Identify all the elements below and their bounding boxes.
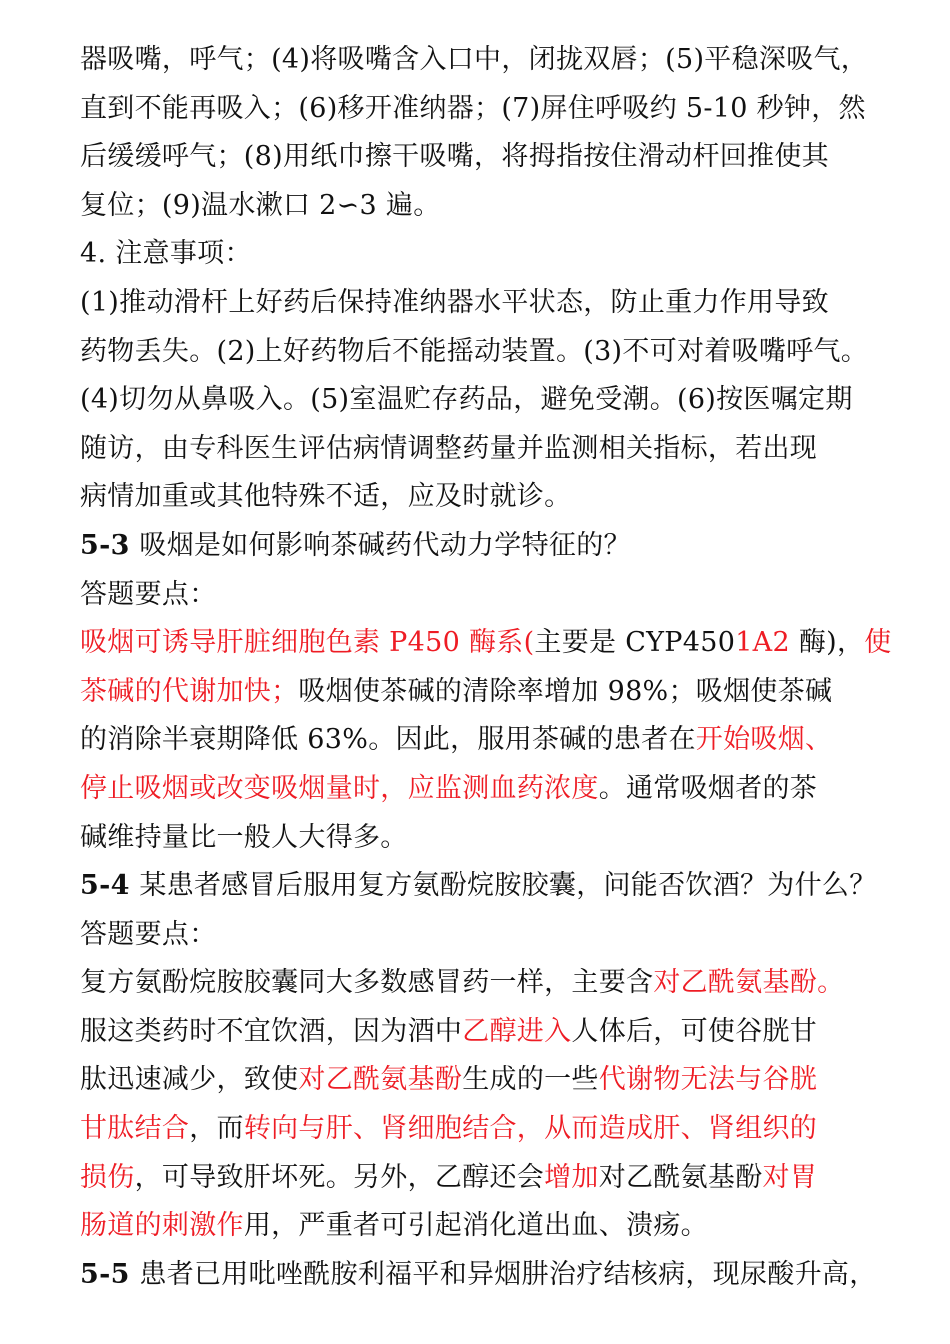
emphasized-text: 对乙酰氨基酚	[298, 1064, 463, 1096]
body-text: (4)切勿从鼻吸入。(5)室温贮存药品，避免受潮。(6)按医嘱定期	[80, 384, 853, 416]
text-line	[80, 133, 900, 182]
emphasized-text: 增加	[544, 1161, 599, 1193]
text-line	[80, 1202, 900, 1251]
body-text: 药物丢失。(2)上好药物后不能摇动装置。(3)不可对着吸嘴呼气。	[80, 335, 869, 367]
body-text: 患者已用吡唑酰胺利福平和异烟肼治疗结核病，现尿酸升高，	[139, 1258, 877, 1290]
emphasized-text: 茶碱的代谢加快；	[80, 675, 299, 707]
text-line	[80, 85, 900, 134]
text-line	[80, 668, 900, 717]
text-line	[80, 765, 900, 814]
text-line	[80, 619, 900, 668]
emphasized-text: 乙醇进入	[462, 1015, 572, 1047]
text-line	[80, 522, 900, 571]
emphasized-text: 损伤	[80, 1161, 135, 1193]
body-text: 对乙酰氨基酚	[598, 1161, 763, 1193]
emphasized-text: 转向与肝、肾细胞结合，从而造成肝、肾组织的	[243, 1113, 818, 1145]
body-text: 吸烟是如何影响茶碱药代动力学特征的？	[139, 529, 631, 561]
body-text: 直到不能再吸入；(6)移开准纳器；(7)屏住呼吸约 5-10 秒钟，然	[80, 92, 866, 124]
text-line	[80, 959, 900, 1008]
body-text: 。通常吸烟者的茶	[598, 772, 818, 804]
body-text: 人体后，可使谷胱甘	[571, 1015, 818, 1047]
text-line	[80, 182, 900, 231]
emphasized-text: 停止吸烟或改变吸烟量时，应监测血药浓度	[80, 772, 599, 804]
body-text: 用，严重者可引起消化道出血、溃疡。	[243, 1210, 708, 1242]
text-line	[80, 425, 900, 474]
text-line	[80, 1154, 900, 1203]
emphasized-text: 使	[864, 627, 892, 659]
emphasized-text: 开始吸烟、	[695, 724, 833, 756]
body-text: 复方氨酚烷胺胶囊同大多数感冒药一样，主要含	[80, 967, 654, 999]
body-text: 病情加重或其他特殊不适，应及时就诊。	[80, 481, 572, 513]
question-number: 5-4	[80, 870, 140, 902]
body-text: 肽迅速减少，致使	[80, 1064, 299, 1096]
body-text: 答题要点：	[80, 918, 217, 950]
body-text: 某患者感冒后服用复方氨酚烷胺胶囊，问能否饮酒？为什么？	[139, 870, 877, 902]
text-line	[80, 279, 900, 328]
text-line	[80, 1008, 900, 1057]
text-line	[80, 376, 900, 425]
body-text: 后缓缓呼气；(8)用纸巾擦干吸嘴，将拇指按住滑动杆回推使其	[80, 141, 829, 173]
body-text: (1)推动滑杆上好药后保持准纳器水平状态，防止重力作用导致	[80, 286, 829, 318]
body-text: 的消除半衰期降低 63%。因此，服用茶碱的患者在	[80, 724, 696, 756]
document-page	[80, 36, 900, 1299]
emphasized-text: 吸烟可诱导肝脏细胞色素 P450 酶系(	[80, 627, 535, 659]
body-text: ，而	[189, 1113, 244, 1145]
body-text: 复位；(9)温水漱口 2∽3 遍。	[80, 189, 441, 221]
emphasized-text: 对乙酰氨基酚。	[653, 967, 845, 999]
text-line	[80, 36, 900, 85]
question-number: 5-3	[80, 529, 140, 561]
emphasized-text: 肠道的刺激作	[80, 1210, 244, 1242]
text-line	[80, 1251, 900, 1300]
text-line	[80, 571, 900, 620]
body-text: 随访，由专科医生评估病情调整药量并监测相关指标，若出现	[80, 432, 818, 464]
question-number: 5-5	[80, 1258, 140, 1290]
text-line	[80, 862, 900, 911]
body-text: 器吸嘴，呼气；(4)将吸嘴含入口中，闭拢双唇；(5)平稳深吸气，	[80, 44, 869, 75]
body-text: 吸烟使茶碱的清除率增加 98%；吸烟使茶碱	[298, 675, 833, 707]
body-text: ，可导致肝坏死。另外，乙醇还会	[134, 1161, 545, 1193]
emphasized-text: 1A2	[735, 627, 790, 659]
text-line	[80, 1056, 900, 1105]
body-text: 答题要点：	[80, 578, 217, 610]
text-line	[80, 328, 900, 377]
body-text: 生成的一些	[462, 1064, 599, 1096]
text-line	[80, 473, 900, 522]
emphasized-text: 对胃	[762, 1161, 818, 1193]
emphasized-text: 代谢物无法与谷胱	[598, 1064, 818, 1096]
body-text: 4. 注意事项：	[80, 238, 252, 270]
text-line	[80, 911, 900, 960]
text-line	[80, 716, 900, 765]
body-text: 酶)，	[789, 627, 865, 659]
text-line	[80, 230, 900, 279]
body-text: 主要是 CYP450	[534, 627, 736, 659]
body-text: 服这类药时不宜饮酒，因为酒中	[80, 1015, 463, 1047]
body-text: 碱维持量比一般人大得多。	[80, 821, 408, 853]
text-line	[80, 1105, 900, 1154]
emphasized-text: 甘肽结合	[80, 1113, 190, 1145]
text-line	[80, 814, 900, 863]
